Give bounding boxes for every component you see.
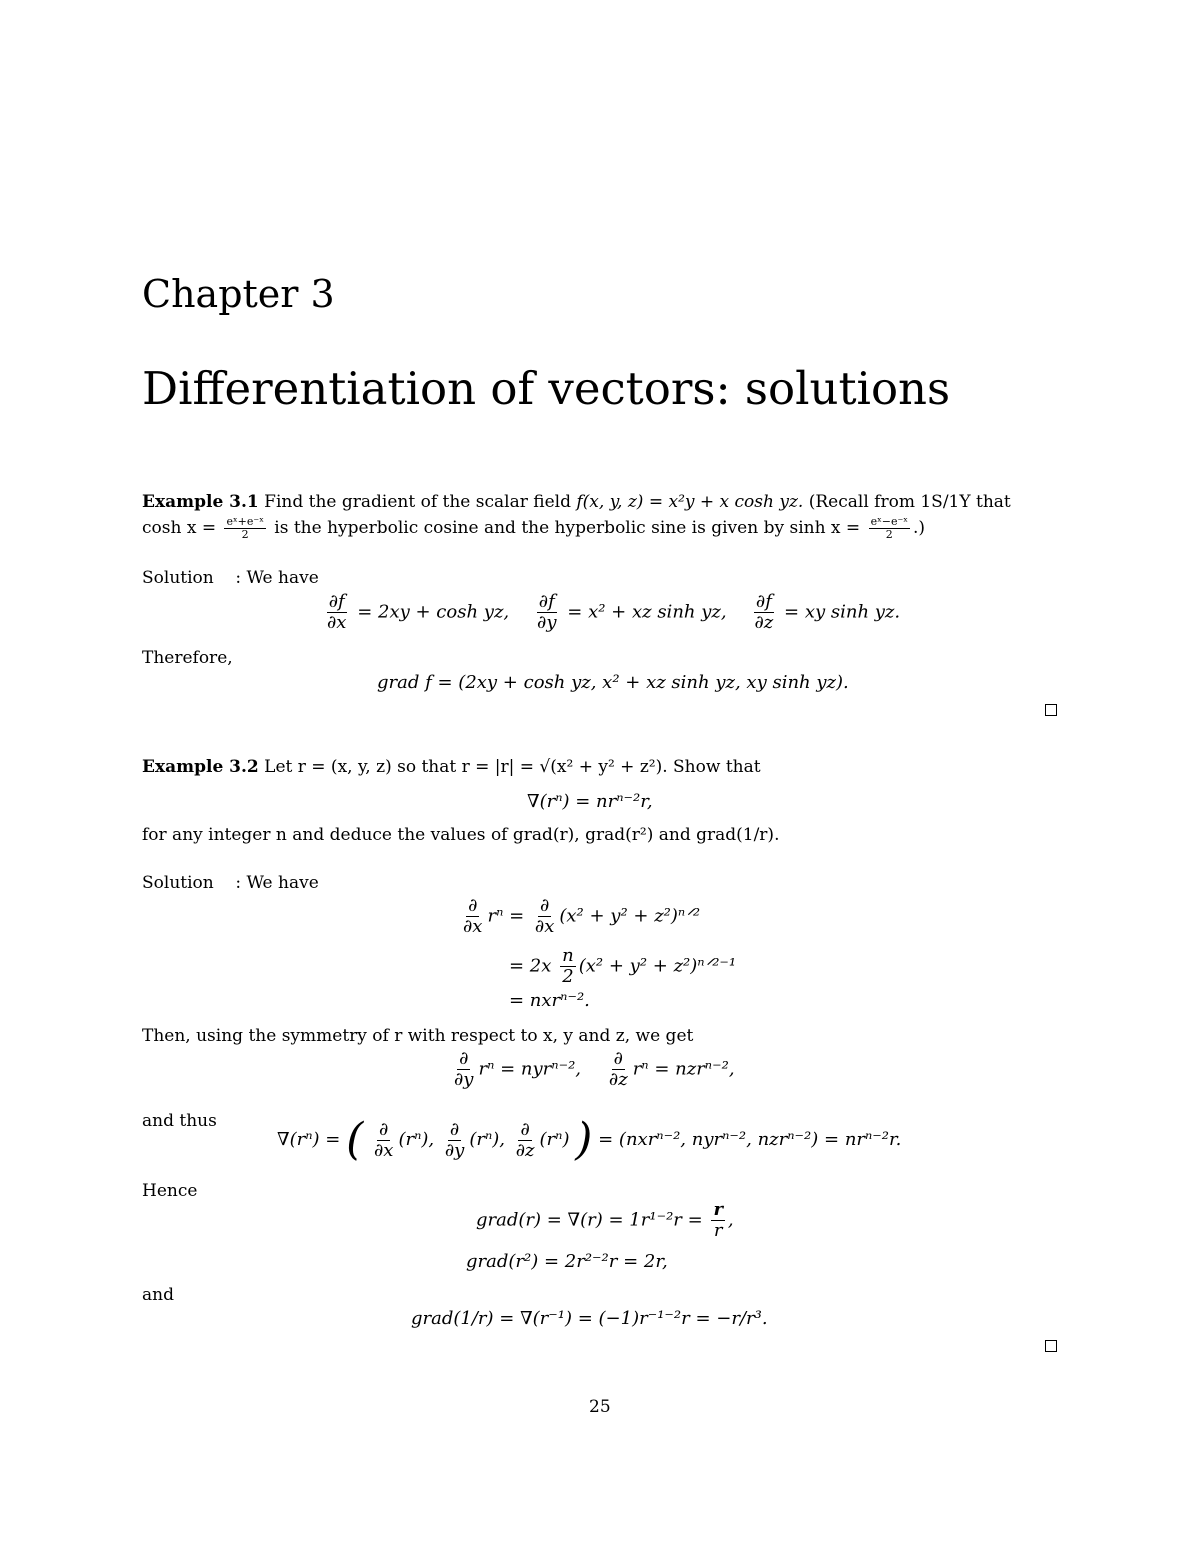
denominator: 2 xyxy=(562,965,574,987)
denominator: ∂x xyxy=(463,915,483,937)
rhs: (x² + y² + z²)ⁿᐟ² xyxy=(559,905,701,927)
denominator: ∂x xyxy=(373,1139,394,1161)
example-label: Example 3.2 xyxy=(142,757,259,777)
numerator: ∂ xyxy=(468,895,478,916)
grad-r-equation xyxy=(476,1200,734,1241)
solution-line xyxy=(142,567,319,589)
n-over-2-fraction xyxy=(560,946,576,987)
grad-inverse-r-equation: grad(1/r) = ∇(r⁻¹) = (−1)r⁻¹⁻²r = −r/r³. xyxy=(411,1308,768,1329)
partial-derivatives-equation xyxy=(322,592,900,633)
and-thus-text: and thus xyxy=(142,1111,217,1131)
df-dx-fraction xyxy=(325,592,348,633)
therefore-text: Therefore, xyxy=(142,648,233,668)
qed-box xyxy=(1045,704,1057,716)
solution-text: : We have xyxy=(235,568,319,588)
cosh-lhs: cosh x = xyxy=(142,518,217,539)
df-dz-rhs: = xy sinh yz. xyxy=(784,601,901,623)
z-result: rⁿ = nzrⁿ⁻², xyxy=(632,1058,735,1080)
d-dx-fraction xyxy=(372,1120,395,1161)
numerator: ∂ xyxy=(459,1048,469,1069)
d-dx-fraction xyxy=(533,896,556,937)
cosh-numerator: eˣ+e⁻ˣ xyxy=(226,515,264,528)
df-dy-rhs: = x² + xz sinh yz, xyxy=(567,601,727,623)
statement-text: is the hyperbolic cosine and the hyperbolic sine is given by xyxy=(274,518,785,539)
d-dy-fraction xyxy=(443,1120,466,1161)
symmetry-text: Then, using the symmetry of r with respect to x, y and z, we get xyxy=(142,1026,694,1046)
denominator: ∂y xyxy=(444,1139,465,1161)
numerator: ∂ xyxy=(520,1118,530,1140)
numerator: r xyxy=(713,1199,723,1220)
page-number: 25 xyxy=(589,1397,611,1417)
numerator: ∂ xyxy=(449,1118,460,1140)
df-dy-fraction xyxy=(535,592,558,633)
right-paren: ) xyxy=(575,1114,593,1165)
chapter-title: Differentiation of vectors: solutions xyxy=(142,362,951,415)
denominator: ∂z xyxy=(515,1139,535,1161)
hence-text: Hence xyxy=(142,1181,198,1201)
solution-label: Solution xyxy=(142,873,214,893)
solution-line xyxy=(142,872,319,894)
symmetry-equations xyxy=(449,1049,735,1090)
and-text: and xyxy=(142,1285,174,1305)
denominator: r xyxy=(713,1219,723,1241)
left-paren: ( xyxy=(346,1114,364,1165)
numerator: ∂ xyxy=(613,1048,623,1069)
statement-text: .) xyxy=(912,518,925,539)
solution-label: Solution xyxy=(142,568,214,588)
statement-text: Find the gradient of the scalar field xyxy=(264,492,571,512)
example-3-1-statement-line1 xyxy=(142,491,1011,513)
statement-text: Let r = (x, y, z) so that r = |r| = √(x² + y² + z²). Show that xyxy=(264,757,761,777)
sinh-fraction xyxy=(869,516,910,541)
derivation-line-3: = nxrⁿ⁻². xyxy=(509,990,590,1011)
example-label: Example 3.1 xyxy=(142,492,259,512)
statement-text: (Recall from 1S/1Y that xyxy=(808,492,1011,512)
d-dx-fraction xyxy=(461,896,484,937)
grad-f-equation: grad f = (2xy + cosh yz, x² + xz sinh yz, xy sinh yz). xyxy=(377,672,849,693)
lhs: rⁿ = xyxy=(487,905,525,927)
rhs: = (nxrⁿ⁻², nyrⁿ⁻², nzrⁿ⁻²) = nrⁿ⁻²r. xyxy=(598,1129,902,1150)
nabla-rn-equation xyxy=(277,1114,902,1165)
tail: , xyxy=(727,1209,734,1231)
sinh-numerator: eˣ−e⁻ˣ xyxy=(870,515,908,528)
denominator: ∂x xyxy=(534,915,555,937)
nabla-rn-statement: ∇(rⁿ) = nrⁿ⁻²r, xyxy=(527,791,653,812)
y-result: rⁿ = nyrⁿ⁻², xyxy=(478,1058,582,1080)
example-3-2-statement xyxy=(142,756,761,778)
scalar-field: f(x, y, z) = x²y + x cosh yz. xyxy=(576,492,804,512)
grad-r2-equation: grad(r²) = 2r²⁻²r = 2r, xyxy=(466,1251,668,1272)
sinh-lhs: sinh x = xyxy=(789,518,861,539)
df-dz-fraction xyxy=(752,592,775,633)
derivation-line-2 xyxy=(509,946,736,987)
denominator: ∂x xyxy=(327,611,347,633)
chapter-label: Chapter 3 xyxy=(142,272,335,316)
solution-text: : We have xyxy=(235,873,319,893)
denominator: ∂z xyxy=(754,611,774,633)
numerator: ∂f xyxy=(755,591,772,612)
d-dz-fraction xyxy=(607,1049,630,1090)
denominator: ∂y xyxy=(454,1068,474,1090)
sinh-denominator: 2 xyxy=(885,528,893,542)
numerator: ∂ xyxy=(379,1118,389,1140)
rhs-part: (x² + y² + z²)ⁿᐟ²⁻¹ xyxy=(578,955,737,977)
d-dz-fraction xyxy=(514,1120,537,1161)
r-over-r-fraction xyxy=(711,1200,724,1241)
qed-box xyxy=(1045,1340,1057,1352)
lhs: grad(r) = ∇(r) = 1r¹⁻²r = xyxy=(476,1209,703,1231)
df-dx-rhs: = 2xy + cosh yz, xyxy=(357,601,510,623)
numerator: n xyxy=(562,945,574,966)
derivation-line-1 xyxy=(458,896,700,937)
example-3-1-statement-line2 xyxy=(142,516,925,541)
lhs: ∇(rⁿ) = xyxy=(277,1129,341,1150)
cosh-fraction xyxy=(224,516,265,541)
denominator: ∂z xyxy=(608,1068,628,1090)
arg: (rⁿ), xyxy=(469,1129,505,1150)
statement-continuation: for any integer n and deduce the values of grad(r), grad(r²) and grad(1/r). xyxy=(142,825,780,845)
d-dy-fraction xyxy=(452,1049,475,1090)
arg: (rⁿ), xyxy=(398,1129,435,1150)
arg: (rⁿ) xyxy=(539,1129,570,1150)
numerator: ∂f xyxy=(538,591,555,612)
numerator: ∂ xyxy=(539,895,550,916)
numerator: ∂f xyxy=(328,591,345,612)
rhs-part: = 2x xyxy=(509,955,552,977)
cosh-denominator: 2 xyxy=(241,528,249,542)
denominator: ∂y xyxy=(537,611,557,633)
